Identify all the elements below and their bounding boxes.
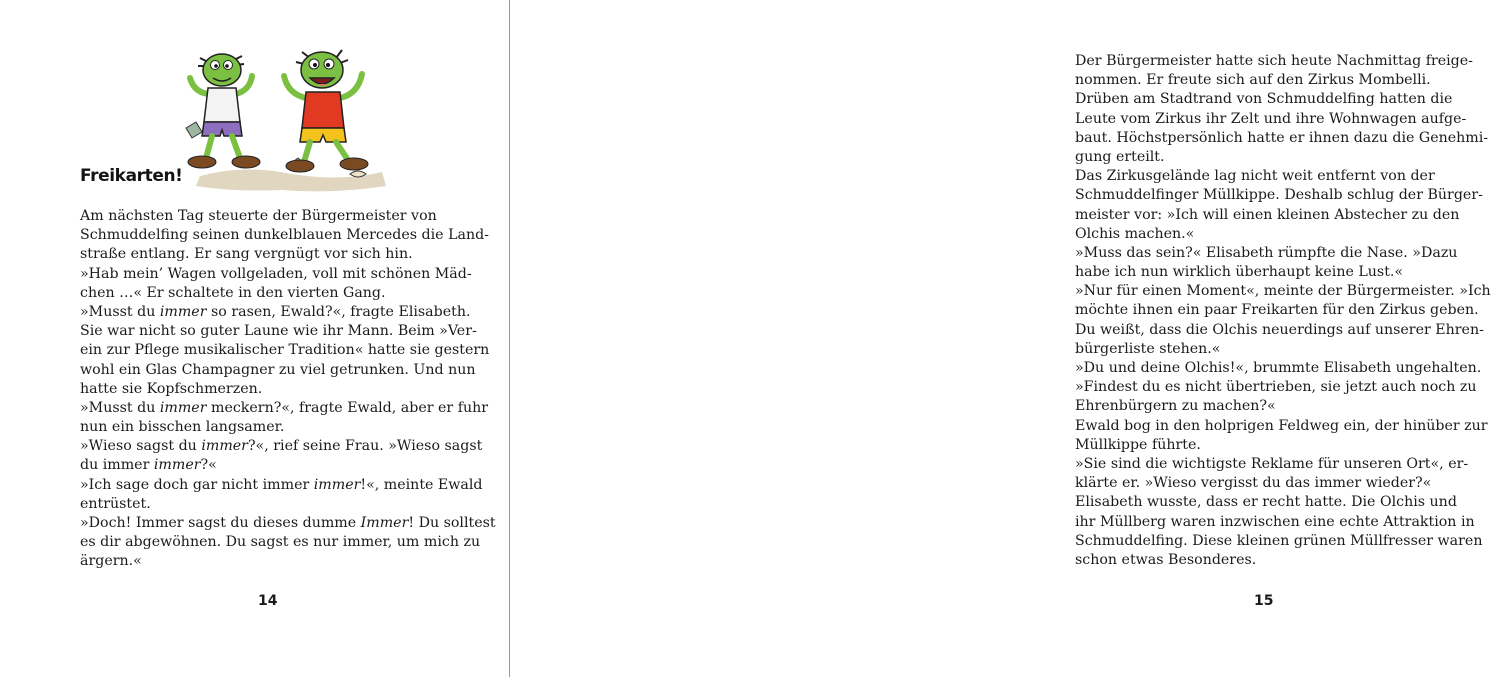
- text-run: meister vor: »Ich will einen kleinen Abstecher zu den: [1075, 206, 1460, 223]
- text-line: [80, 226, 489, 245]
- text-line: [1075, 493, 1465, 512]
- text-run: gung erteilt.: [1075, 148, 1165, 165]
- text-line: [1075, 340, 1465, 359]
- text-run: schon etwas Besonderes.: [1075, 551, 1257, 568]
- text-line: [1075, 301, 1479, 320]
- text-run: Du weißt, dass die Olchis neuerdings auf unserer Ehren-: [1075, 321, 1484, 338]
- text-line: [1075, 417, 1488, 436]
- text-line: [80, 303, 471, 322]
- text-line: [80, 533, 481, 552]
- text-run: straße entlang. Er sang vergnügt vor sich hin.: [80, 246, 413, 263]
- text-line: [80, 341, 490, 360]
- text-line: [1075, 359, 1482, 378]
- text-run: Ehrenbürgern zu machen?«: [1075, 398, 1276, 415]
- text-line: [1075, 532, 1483, 551]
- text-line: [1075, 263, 1465, 282]
- emphasized-word: immer: [153, 457, 201, 474]
- text-line: [1075, 206, 1465, 225]
- text-run: nun ein bisschen langsamer.: [80, 419, 285, 436]
- text-run: hatte sie Kopfschmerzen.: [80, 380, 263, 397]
- text-run: ein zur Pflege musikalischer Tradition« hatte sie gestern: [80, 342, 490, 359]
- text-run: habe ich nun wirklich überhaupt keine Lust.«: [1075, 264, 1404, 281]
- text-line: [1075, 455, 1469, 474]
- text-run: ! Du solltest: [408, 515, 496, 531]
- text-run: ärgern.«: [80, 553, 142, 570]
- text-run: Der Bürgermeister hatte sich heute Nachmittag freige-: [1075, 53, 1473, 69]
- text-line: [1075, 225, 1465, 244]
- text-run: nommen. Er freute sich auf den Zirkus Mombelli.: [1075, 72, 1431, 89]
- text-line: [80, 380, 460, 399]
- text-run: möchte ihnen ein paar Freikarten für den Zirkus geben.: [1075, 302, 1479, 319]
- text-run: Schmuddelfing. Diese kleinen grünen Müllfresser waren: [1075, 532, 1483, 549]
- text-run: Schmuddelfing seinen dunkelblauen Mercedes die Land-: [80, 227, 489, 244]
- text-line: [1075, 71, 1465, 90]
- emphasized-word: Immer: [360, 515, 409, 531]
- right-page-text: [1075, 52, 1491, 570]
- text-line: [1075, 378, 1477, 397]
- text-line: [80, 399, 489, 418]
- text-run: Leute vom Zirkus ihr Zelt und ihre Wohnwagen aufge-: [1075, 110, 1467, 127]
- text-line: [1075, 110, 1465, 129]
- text-run: Das Zirkusgelände lag nicht weit entfernt von der: [1075, 168, 1435, 185]
- text-line: [80, 514, 496, 533]
- right-page: [510, 0, 1491, 677]
- text-line: [1075, 513, 1475, 532]
- text-run: Olchis machen.«: [1075, 225, 1195, 242]
- text-line: [1075, 148, 1465, 167]
- text-run: Müllkippe führte.: [1075, 436, 1201, 453]
- text-run: ihr Müllberg waren inzwischen eine echte Attraktion in: [1075, 513, 1475, 530]
- text-run: »Nur für einen Moment«, meinte der Bürgermeister. »Ich: [1075, 283, 1491, 300]
- emphasized-word: immer: [159, 399, 207, 416]
- text-line: [80, 495, 460, 514]
- text-run: Ewald bog in den holprigen Feldweg ein, der hinüber zur: [1075, 417, 1488, 434]
- text-run: Sie war nicht so guter Laune wie ihr Mann. Beim »Ver-: [80, 323, 477, 340]
- text-line: [1075, 90, 1465, 109]
- page-number-right: 15: [1254, 593, 1274, 609]
- text-run: chen …« Er schaltete in den vierten Gang.: [80, 284, 386, 301]
- text-line: [80, 418, 460, 437]
- text-run: »Du und deine Olchis!«, brummte Elisabeth ungehalten.: [1075, 360, 1482, 376]
- text-line: [1075, 397, 1465, 416]
- text-run: es dir abgewöhnen. Du sagst es nur immer, um mich zu: [80, 534, 481, 551]
- text-line: [1075, 551, 1465, 570]
- text-line: [1075, 321, 1484, 340]
- text-line: [1075, 167, 1465, 186]
- text-line: [80, 245, 460, 264]
- text-line: [80, 437, 483, 456]
- text-run: »Ich sage doch gar nicht immer: [80, 476, 314, 493]
- text-run: »Findest du es nicht übertrieben, sie jetzt auch noch zu: [1075, 379, 1477, 396]
- text-run: »Doch! Immer sagst du dieses dumme: [80, 515, 361, 531]
- text-run: bürgerliste stehen.«: [1075, 340, 1221, 357]
- text-run: du immer: [80, 457, 154, 474]
- text-line: [1075, 186, 1483, 205]
- text-run: »Musst du: [80, 303, 160, 320]
- text-run: Drüben am Stadtrand von Schmuddelfing hatten die: [1075, 91, 1453, 108]
- text-run: »Wieso sagst du: [80, 438, 202, 455]
- text-line: [1075, 244, 1465, 263]
- text-run: !«, meinte Ewald: [360, 476, 483, 493]
- chapter-title: Freikarten!: [80, 166, 183, 186]
- text-line: [1075, 129, 1489, 148]
- text-run: Schmuddelfinger Müllkippe. Deshalb schlug der Bürger-: [1075, 187, 1483, 204]
- text-run: klärte er. »Wieso vergisst du das immer wieder?«: [1075, 475, 1432, 492]
- text-run: baut. Höchstpersönlich hatte er ihnen dazu die Genehmi-: [1075, 129, 1489, 146]
- text-run: entrüstet.: [80, 495, 151, 512]
- text-line: [80, 476, 483, 495]
- text-line: [1075, 52, 1473, 71]
- text-line: [80, 265, 472, 284]
- text-line: [80, 207, 460, 226]
- emphasized-word: immer: [159, 303, 207, 320]
- text-run: Am nächsten Tag steuerte der Bürgermeister von: [80, 208, 437, 224]
- emphasized-word: immer: [313, 476, 361, 493]
- text-line: [1075, 474, 1465, 493]
- text-run: so rasen, Ewald?«, fragte Elisabeth.: [206, 303, 471, 320]
- text-line: [1075, 282, 1491, 301]
- text-run: wohl ein Glas Champagner zu viel getrunken. Und nun: [80, 361, 476, 378]
- text-line: [80, 284, 460, 303]
- text-line: [80, 552, 460, 571]
- text-run: meckern?«, fragte Ewald, aber er fuhr: [206, 399, 489, 416]
- page-number-left: 14: [258, 593, 278, 609]
- text-run: ?«, rief seine Frau. »Wieso sagst: [247, 438, 483, 455]
- text-run: »Musst du: [80, 399, 160, 416]
- text-run: ?«: [200, 457, 217, 474]
- text-run: Elisabeth wusste, dass er recht hatte. Die Olchis und: [1075, 494, 1457, 511]
- text-line: [80, 322, 477, 341]
- left-page-text: [80, 207, 496, 572]
- text-run: »Muss das sein?« Elisabeth rümpfte die Nase. »Dazu: [1075, 244, 1458, 261]
- text-line: [80, 361, 476, 380]
- text-run: »Sie sind die wichtigste Reklame für unseren Ort«, er-: [1075, 455, 1469, 472]
- left-page: [0, 0, 509, 677]
- olchis-illustration: [182, 36, 394, 196]
- text-run: »Hab mein’ Wagen vollgeladen, voll mit schönen Mäd-: [80, 265, 472, 282]
- emphasized-word: immer: [201, 438, 248, 455]
- text-line: [80, 456, 460, 475]
- text-line: [1075, 436, 1465, 455]
